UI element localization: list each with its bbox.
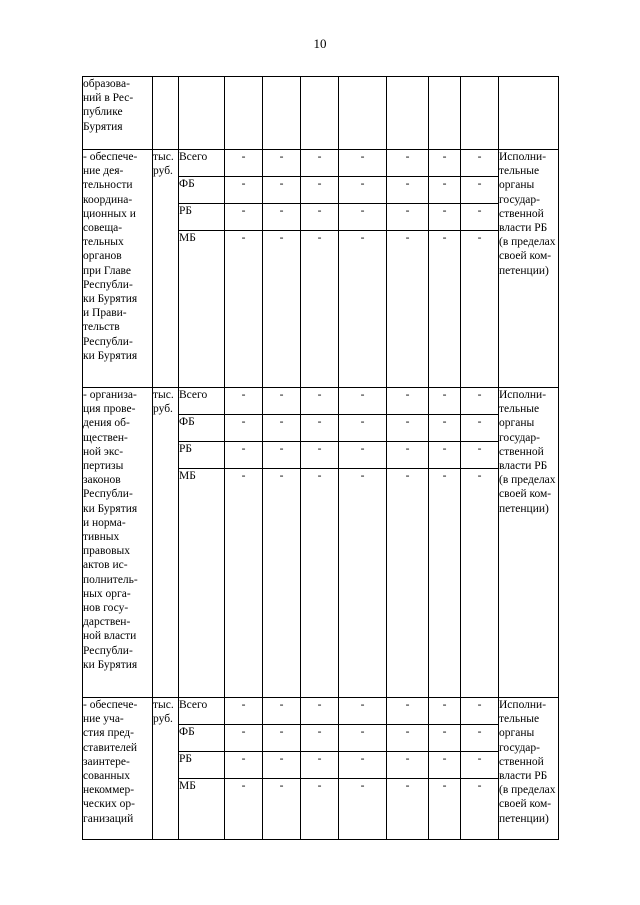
value-cell: - <box>387 469 429 698</box>
value-cell: - <box>387 388 429 415</box>
value-cell: - <box>225 388 263 415</box>
value-cell: - <box>263 150 301 177</box>
empty-cell <box>499 77 559 150</box>
value-cell: - <box>429 150 461 177</box>
value-cell: - <box>339 415 387 442</box>
value-cell: - <box>301 231 339 388</box>
value-cell: - <box>225 779 263 840</box>
empty-cell <box>339 77 387 150</box>
value-cell: - <box>263 415 301 442</box>
value-cell: - <box>387 698 429 725</box>
value-cell: - <box>429 442 461 469</box>
value-cell: - <box>461 388 499 415</box>
value-cell: - <box>263 177 301 204</box>
table-body <box>83 77 559 840</box>
value-cell: - <box>225 752 263 779</box>
value-cell: - <box>301 725 339 752</box>
budget-level: МБ <box>179 469 225 698</box>
value-cell: - <box>387 415 429 442</box>
empty-cell <box>179 77 225 150</box>
value-cell: - <box>429 752 461 779</box>
value-cell: - <box>225 231 263 388</box>
value-cell: - <box>225 177 263 204</box>
value-cell: - <box>339 177 387 204</box>
value-cell: - <box>339 725 387 752</box>
value-cell: - <box>263 469 301 698</box>
budget-level: РБ <box>179 204 225 231</box>
value-cell: - <box>225 698 263 725</box>
funding-table <box>82 76 559 840</box>
budget-level: Всего <box>179 150 225 177</box>
budget-level: РБ <box>179 752 225 779</box>
empty-cell <box>429 77 461 150</box>
value-cell: - <box>225 442 263 469</box>
value-cell: - <box>461 231 499 388</box>
empty-cell <box>153 77 179 150</box>
unit-cell: тыс. руб. <box>153 388 179 698</box>
budget-level: Всего <box>179 388 225 415</box>
value-cell: - <box>387 442 429 469</box>
value-cell: - <box>301 752 339 779</box>
value-cell: - <box>263 388 301 415</box>
value-cell: - <box>301 779 339 840</box>
value-cell: - <box>301 469 339 698</box>
table-row <box>83 698 559 725</box>
value-cell: - <box>461 415 499 442</box>
value-cell: - <box>429 698 461 725</box>
value-cell: - <box>263 442 301 469</box>
value-cell: - <box>387 779 429 840</box>
value-cell: - <box>225 415 263 442</box>
value-cell: - <box>387 177 429 204</box>
value-cell: - <box>429 204 461 231</box>
value-cell: - <box>263 231 301 388</box>
continuation-description: образова- ний в Рес- публике Бурятия <box>83 77 153 150</box>
value-cell: - <box>429 415 461 442</box>
value-cell: - <box>429 725 461 752</box>
empty-cell <box>387 77 429 150</box>
value-cell: - <box>225 725 263 752</box>
value-cell: - <box>263 725 301 752</box>
value-cell: - <box>263 752 301 779</box>
value-cell: - <box>225 204 263 231</box>
measure-description: - обеспече- ние уча- стия пред- ставителей заинтере- сованных некоммер- ческих ор- ганизаций <box>83 698 153 840</box>
value-cell: - <box>301 698 339 725</box>
page-number: 10 <box>313 36 327 51</box>
value-cell: - <box>461 469 499 698</box>
value-cell: - <box>225 150 263 177</box>
empty-cell <box>225 77 263 150</box>
table-row <box>83 388 559 415</box>
value-cell: - <box>429 779 461 840</box>
value-cell: - <box>461 725 499 752</box>
value-cell: - <box>429 177 461 204</box>
value-cell: - <box>339 752 387 779</box>
value-cell: - <box>225 469 263 698</box>
value-cell: - <box>339 231 387 388</box>
value-cell: - <box>339 204 387 231</box>
value-cell: - <box>301 442 339 469</box>
value-cell: - <box>339 388 387 415</box>
value-cell: - <box>387 725 429 752</box>
value-cell: - <box>263 698 301 725</box>
value-cell: - <box>387 150 429 177</box>
value-cell: - <box>301 177 339 204</box>
value-cell: - <box>429 388 461 415</box>
executor-cell: Исполни- тельные органы государ- ственной власти РБ (в пределах своей ком- петенции) <box>499 698 559 840</box>
value-cell: - <box>461 150 499 177</box>
empty-cell <box>461 77 499 150</box>
value-cell: - <box>263 779 301 840</box>
value-cell: - <box>461 177 499 204</box>
value-cell: - <box>339 150 387 177</box>
executor-cell: Исполни- тельные органы государ- ственной власти РБ (в пределах своей ком- петенции) <box>499 388 559 698</box>
value-cell: - <box>461 752 499 779</box>
value-cell: - <box>263 204 301 231</box>
value-cell: - <box>339 779 387 840</box>
value-cell: - <box>301 415 339 442</box>
empty-cell <box>301 77 339 150</box>
value-cell: - <box>461 442 499 469</box>
value-cell: - <box>339 442 387 469</box>
value-cell: - <box>461 779 499 840</box>
value-cell: - <box>461 698 499 725</box>
value-cell: - <box>461 204 499 231</box>
budget-level: ФБ <box>179 177 225 204</box>
unit-cell: тыс. руб. <box>153 150 179 388</box>
value-cell: - <box>301 204 339 231</box>
budget-level: ФБ <box>179 415 225 442</box>
empty-cell <box>263 77 301 150</box>
value-cell: - <box>429 469 461 698</box>
budget-level: МБ <box>179 231 225 388</box>
value-cell: - <box>301 388 339 415</box>
value-cell: - <box>339 698 387 725</box>
unit-cell: тыс. руб. <box>153 698 179 840</box>
budget-level: МБ <box>179 779 225 840</box>
value-cell: - <box>301 150 339 177</box>
value-cell: - <box>387 231 429 388</box>
measure-description: - организа- ция прове- дения об- ществен- ной экс- пертизы законов Республи- ки Бурятия и норма- тивных правовых актов ис- полнитель- ных орга- нов госу- дарствен- ной власти Республи- ки Бурятия <box>83 388 153 698</box>
budget-level: Всего <box>179 698 225 725</box>
executor-cell: Исполни- тельные органы государ- ственной власти РБ (в пределах своей ком- петенции) <box>499 150 559 388</box>
value-cell: - <box>387 752 429 779</box>
budget-level: РБ <box>179 442 225 469</box>
budget-level: ФБ <box>179 725 225 752</box>
value-cell: - <box>429 231 461 388</box>
continuation-row <box>83 77 559 150</box>
value-cell: - <box>339 469 387 698</box>
measure-description: - обеспече- ние дея- тельности координа- ционных и совеща- тельных органов при Главе Республи- ки Бурятия и Прави- тельств Республи- ки Бурятия <box>83 150 153 388</box>
value-cell: - <box>387 204 429 231</box>
table-row <box>83 150 559 177</box>
